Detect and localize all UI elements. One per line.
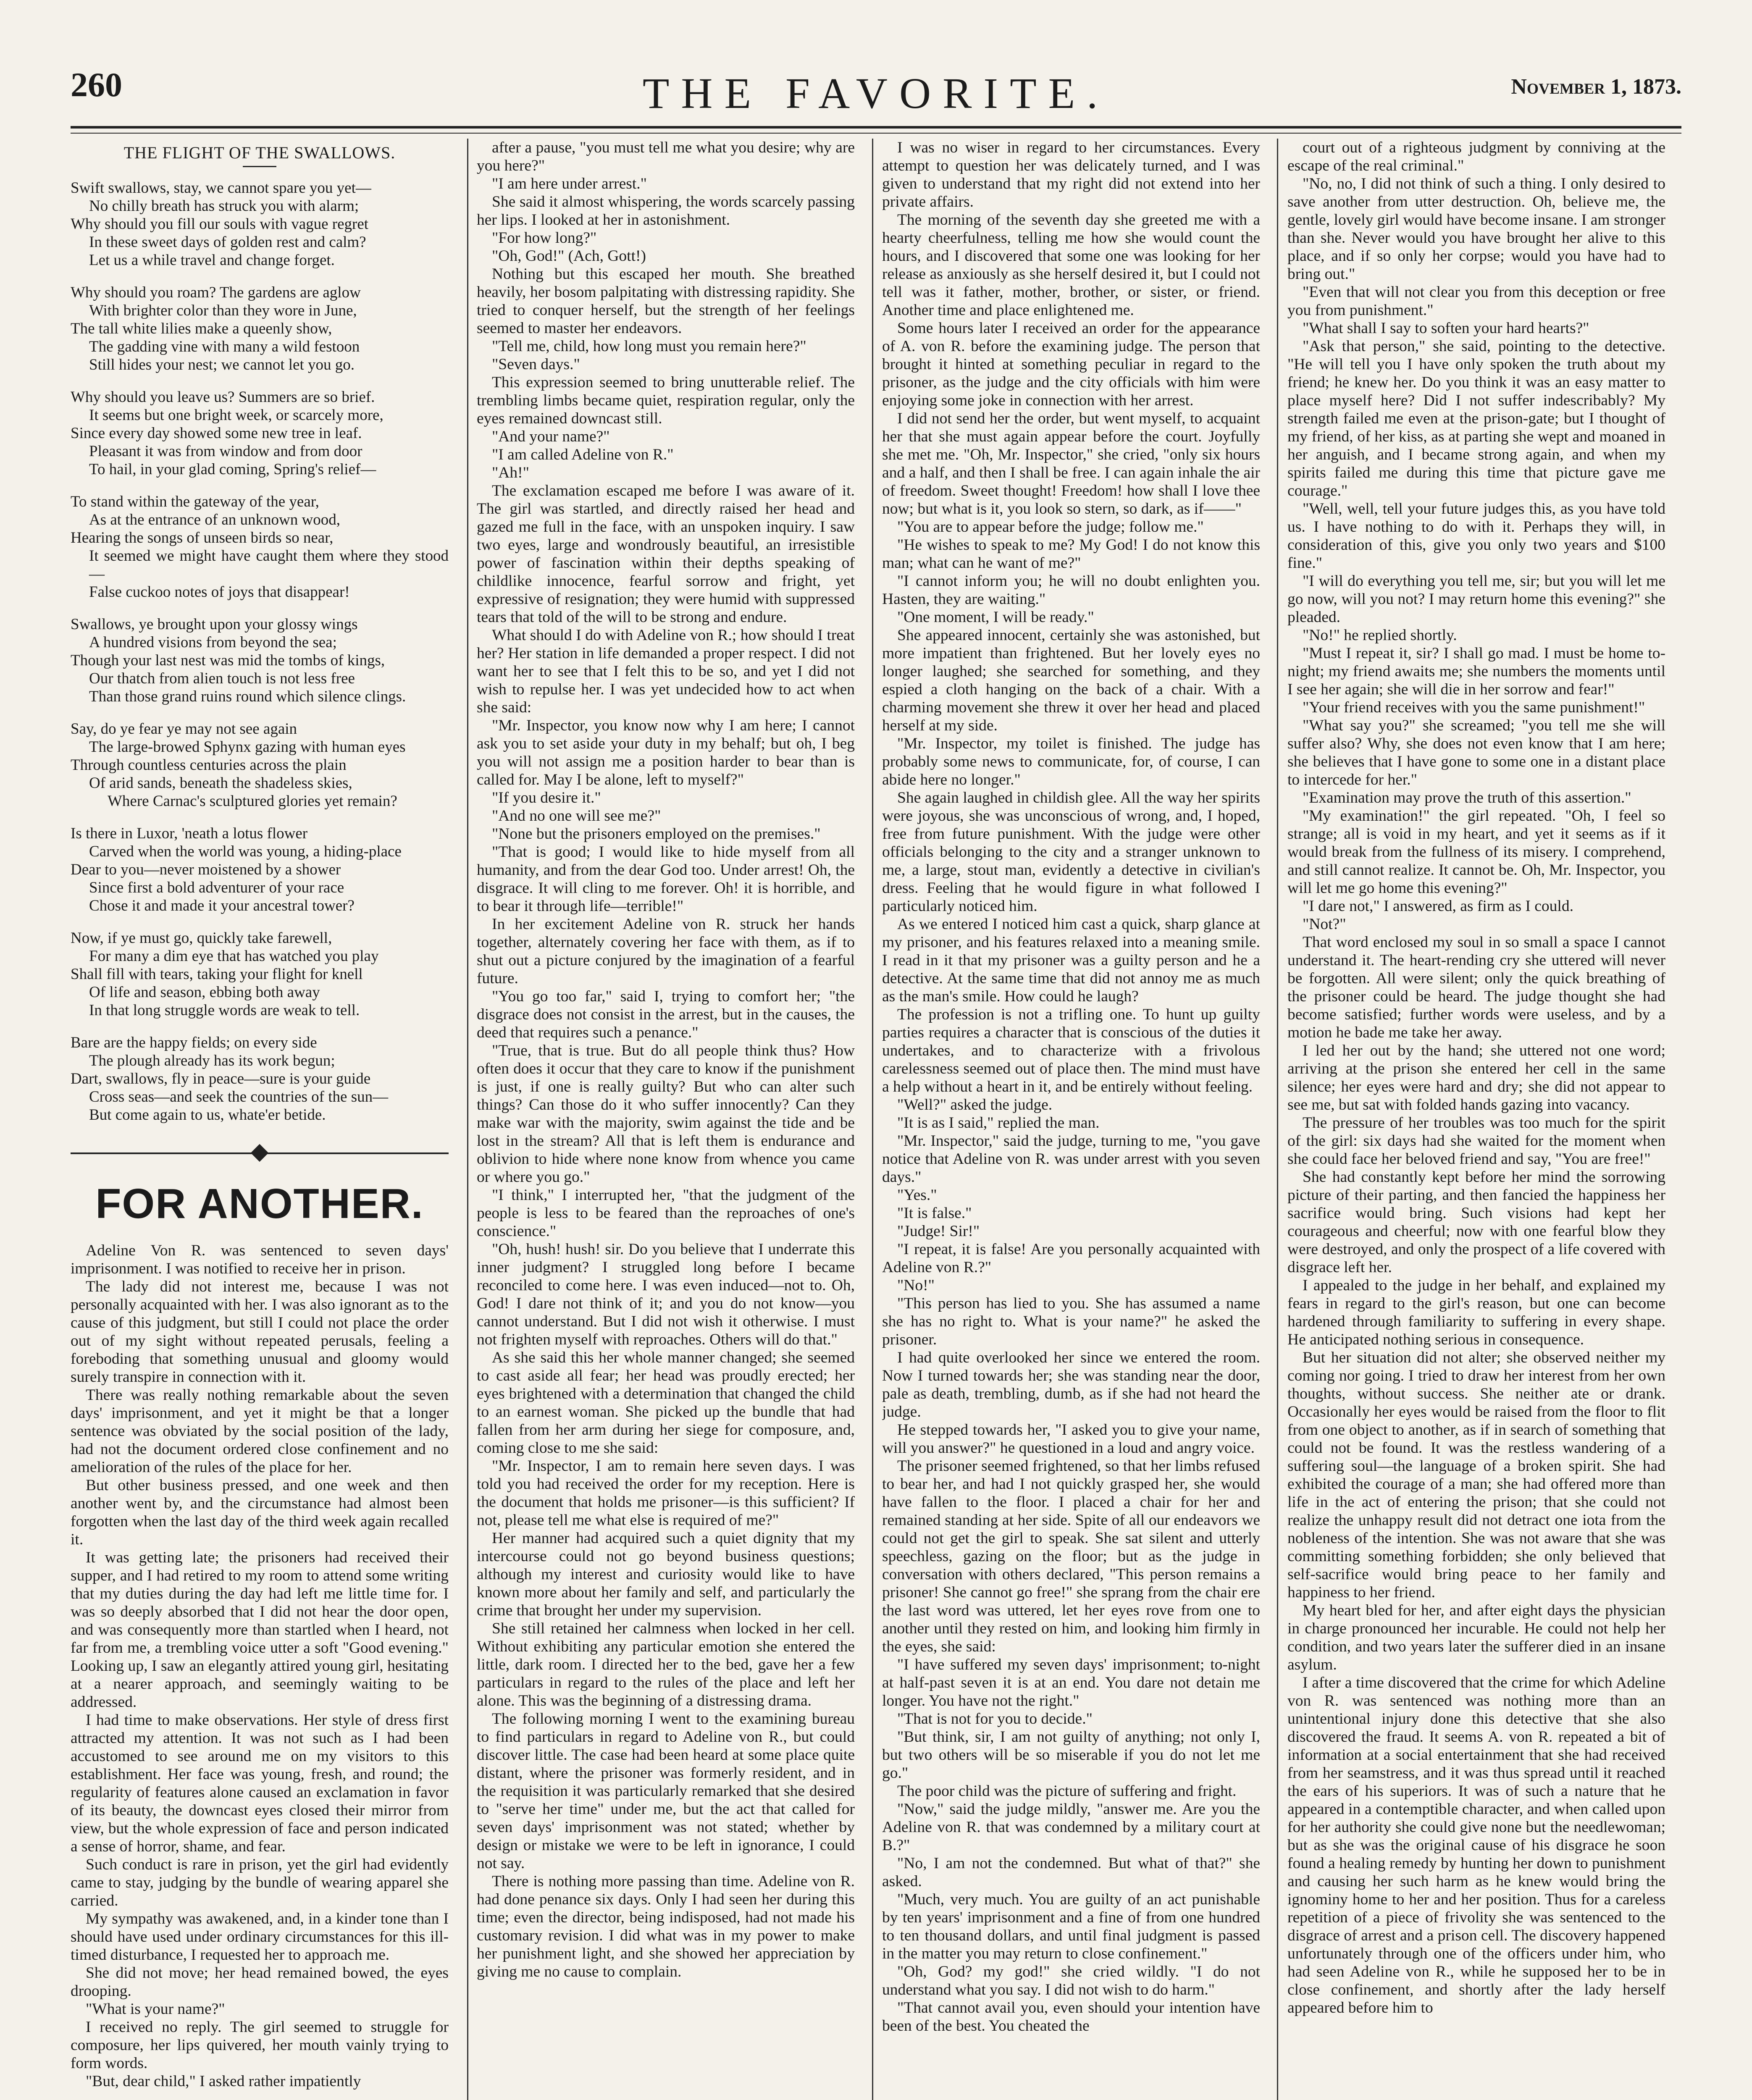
poem-line: Of arid sands, beneath the shadeless skies,: [89, 774, 352, 792]
story-paragraph: "One moment, I will be ready.": [897, 609, 1094, 626]
story-paragraph: "This person has lied to you. She has assumed a name she has no right to. What is your name?" he asked the prisoner.: [882, 1295, 1260, 1348]
story-paragraph: "What is your name?": [86, 2000, 225, 2018]
story-paragraph: But other business pressed, and one week and then another went by, and the circumstance had almost been forgotten when the last day of the third week again recalled it.: [71, 1477, 449, 1548]
poem-title: THE FLIGHT OF THE SWALLOWS.: [123, 143, 396, 162]
poem-body: [71, 179, 449, 1124]
story-paragraph: She said it almost whispering, the words scarcely passing her lips. I looked at her in astonishment.: [477, 193, 855, 228]
story-paragraph: She did not move; her head remained bowed, the eyes drooping.: [71, 1964, 449, 2000]
poem-line: Hearing the songs of unseen birds so near,: [71, 529, 334, 546]
story-text-col2: [477, 139, 855, 1981]
poem-line: In that long struggle words are weak to tell.: [89, 1002, 360, 1019]
story-paragraph: "If you desire it.": [492, 789, 601, 806]
poem-line: The tall white lilies make a queenly show,: [71, 320, 332, 337]
story-paragraph: She appeared innocent, certainly she was astonished, but more impatient than frightened. But her lovely eyes no longer laughed; she searched for something, and they espied a cloth hanging on the back of a chair. With a charming movement she threw it over her head and placed herself at my side.: [882, 627, 1260, 734]
story-paragraph: "And your name?": [492, 428, 610, 445]
story-paragraph: The following morning I went to the examining bureau to find particulars in regard to Adeline von R., but could discover little. The case had been heard at some place quite distant, where the prisoner was formerly resident, and in the requisition it was particularly remarked that she desired to "serve her time" under me, but the act that called for seven days' imprisonment was not stated; whether by design or mistake we were to be left in ignorance, I could not say.: [477, 1710, 855, 1872]
story-paragraph: "Even that will not clear you from this deception or free you from punishment.": [1287, 284, 1665, 319]
poem-stanza: [71, 720, 449, 810]
story-paragraph: Nothing but this escaped her mouth. She breathed heavily, her bosom palpitating with distressing rapidity. She tried to conquer herself, but the strength of her feelings seemed to master her endeavors.: [477, 265, 855, 337]
header-rule-thin: [71, 133, 1681, 134]
story-paragraph: "I think," I interrupted her, "that the judgment of the people is less to be feared than the reproaches of one's conscience.": [477, 1186, 855, 1240]
story-paragraph: Her manner had acquired such a quiet dignity that my intercourse could not go beyond business questions; although my interest and curiosity would like to have known more about her family and self, and particularly the crime that brought her under my supervision.: [477, 1530, 855, 1619]
column-4: [1287, 139, 1665, 2100]
story-paragraph: That word enclosed my soul in so small a space I cannot understand it. The heart-rending cry she uttered will never be forgotten. All were silent; only the quick breathing of the prisoner could be heard. The judge thought she had become satisfied; further words were useless, and by a motion he bade me take her away.: [1287, 934, 1665, 1041]
story-paragraph: "He wishes to speak to me? My God! I do not know this man; what can he want of me?": [882, 536, 1260, 572]
story-paragraph: "No, I am not the condemned. But what of that?" she asked.: [882, 1855, 1260, 1890]
title-dash: [243, 166, 276, 167]
story-paragraph: This expression seemed to bring unutterable relief. The trembling limbs became quiet, respiration regular, only the eyes remained downcast still.: [477, 374, 855, 427]
story-paragraph: "Ask that person," she said, pointing to the detective. "He will tell you I have only spoken the truth about my friend; he knew her. Do you think it was an easy matter to place myself here? Did I not suffer indescribably? My strength failed me even at the prison-gate; but I thought of my friend, of her kiss, as at parting she wept and moaned in her anguish, and I became strong again, and when my spirits failed me during this time that picture gave me courage.": [1287, 338, 1665, 499]
poem-line: No chilly breath has struck you with alarm;: [89, 197, 359, 215]
poem-line: Though your last nest was mid the tombs of kings,: [71, 652, 385, 669]
story-paragraph: The exclamation escaped me before I was aware of it. The girl was startled, and directly raised her head and gazed me full in the face, with an unspoken inquiry. I saw two eyes, large and wondrously beautiful, an irresistible power of fascination within their depths speaking of childlike innocence, fearful sorrow and fright, yet expressive of resignation; they were humid with suppressed tears that told of the will to be strong and endure.: [477, 482, 855, 626]
story-paragraph: "My examination!" the girl repeated. "Oh, I feel so strange; all is void in my heart, and yet it seems as if it would break from the fullness of its misery. I comprehend, and still cannot realize. It cannot be. Oh, Mr. Inspector, you will let me go home this evening?": [1287, 807, 1665, 897]
poem-line: Of life and season, ebbing both away: [89, 984, 320, 1001]
story-paragraph: after a pause, "you must tell me what you desire; why are you here?": [477, 139, 855, 174]
story-paragraph: "I will do everything you tell me, sir; but you will let me go now, will you not? I may return home this evening?" she pleaded.: [1287, 572, 1665, 626]
poem-line: Our thatch from alien touch is not less free: [89, 670, 355, 687]
poem-stanza: [71, 824, 449, 915]
poem-stanza: [71, 284, 449, 374]
poem-stanza: [71, 1034, 449, 1124]
story-text-col4: [1287, 139, 1665, 2017]
story-paragraph: "I am here under arrest.": [492, 175, 647, 192]
poem-line: It seems but one bright week, or scarcely more,: [89, 407, 383, 424]
story-paragraph: I received no reply. The girl seemed to struggle for composure, her lips quivered, her mouth vainly trying to form words.: [71, 2019, 449, 2072]
poem-line: Why should you roam? The gardens are aglow: [71, 284, 361, 301]
column-1: [71, 139, 449, 2100]
story-title: FOR ANOTHER.: [95, 1180, 424, 1227]
story-paragraph: "That is good; I would like to hide myself from all humanity, and from the dear God too. Under arrest! Oh, the disgrace. It will cling to me forever. Oh! it is horrible, and to bear it through life—terrible!": [477, 843, 855, 915]
story-paragraph: The morning of the seventh day she greeted me with a hearty cheerfulness, telling me how she would count the hours, and I discovered that some one was looking for her release as anxiously as she herself desired it, but I could not tell was it father, mother, brother, or sister, or friend. Another time and place enlightened me.: [882, 211, 1260, 319]
story-paragraph: "I have suffered my seven days' imprisonment; to-night at half-past seven it is at an end. You dare not detain me longer. You have not the right.": [882, 1656, 1260, 1709]
story-paragraph: She had constantly kept before her mind the sorrowing picture of their parting, and then fancied the happiness her sacrifice would bring. Such visions had kept her courageous and cheerful; now with one fearful blow they were destroyed, and only the prospect of a life covered with disgrace left her.: [1287, 1168, 1665, 1276]
story-paragraph: What should I do with Adeline von R.; how should I treat her? Her station in life demanded a proper respect. I did not want her to see that I felt this to be so, and yet I did not wish to repulse her. I was yet undecided how to act when she said:: [477, 627, 855, 716]
poem-line: Through countless centuries across the plain: [71, 756, 347, 774]
story-paragraph: My heart bled for her, and after eight days the physician in charge pronounced her incurable. He could not help her condition, and two years later the sufferer died in an insane asylum.: [1287, 1602, 1665, 1673]
story-paragraph: "But think, sir, I am not guilty of anything; not only I, but two others will be so miserable if you do not let me go.": [882, 1728, 1260, 1782]
story-paragraph: I appealed to the judge in her behalf, and explained my fears in regard to the girl's reason, but one can become hardened through familiarity to suffering in every shape. He anticipated nothing serious in consequence.: [1287, 1277, 1665, 1348]
story-paragraph: "Much, very much. You are guilty of an act punishable by ten years' imprisonment and a fine of from one hundred to ten thousand dollars, and until final judgment is passed in the matter you may return to close confinement.": [882, 1891, 1260, 1962]
poem-line: The gadding vine with many a wild festoon: [89, 338, 360, 355]
poem-line: Swallows, ye brought upon your glossy wings: [71, 616, 358, 633]
header-rule: [71, 126, 1681, 129]
story-paragraph: It was getting late; the prisoners had received their supper, and I had retired to my room to attend some writing that my duties during the day had left me little time for. I was so deeply absorbed that I did not hear the door open, and was consequently more than startled when I heard, not far from me, a trembling voice utter a soft "Good evening." Looking up, I saw an elegantly attired young girl, hesitating at a nearer approach, and seemingly waiting to be addressed.: [71, 1549, 449, 1711]
story-paragraph: I had quite overlooked her since we entered the room. Now I turned towards her; she was standing near the door, pale as death, trembling, dumb, as if she had not heard the judge.: [882, 1349, 1260, 1420]
story-paragraph: Some hours later I received an order for the appearance of A. von R. before the examining judge. The person that brought it hinted at something peculiar in regard to the prisoner, as the judge and the city officials with him were enjoying some joke in connection with her arrest.: [882, 320, 1260, 409]
story-paragraph: "Mr. Inspector, you know now why I am here; I cannot ask you to set aside your duty in my behalf; but oh, I beg you will not assign me a position harder to bear than is called for. May I be alone, left to myself?": [477, 717, 855, 788]
poem-line: It seemed we might have caught them where they stood—: [89, 547, 449, 583]
story-paragraph: As she said this her whole manner changed; she seemed to cast aside all fear; her head was proudly erected; her eyes brightened with a determination that changed the child to an earnest woman. She picked up the bundle that had fallen from her arm during her siege for composure, and, coming close to me she said:: [477, 1349, 855, 1457]
poem-line: Chose it and made it your ancestral tower?: [89, 897, 355, 914]
story-paragraph: "Well, well, tell your future judges this, as you have told us. I have nothing to do with it. Perhaps they will, in consideration of this, give you only two years and $100 fine.": [1287, 500, 1665, 572]
poem-line: Than those grand ruins round which silence clings.: [89, 688, 406, 705]
story-paragraph: "I am called Adeline von R.": [492, 446, 674, 463]
story-paragraph: "I repeat, it is false! Are you personally acquainted with Adeline von R.?": [882, 1241, 1260, 1276]
poem-line: To hail, in your glad coming, Spring's relief—: [89, 461, 376, 478]
story-paragraph: "Oh, hush! hush! sir. Do you believe that I underrate this inner judgment? I struggled long before I became reconciled to come here. I was even induced—not to. Oh, God! I dare not think of it; and you do not know—you cannot understand. But I did not wish it otherwise. I must not frighten myself with reproaches. Others will do that.": [477, 1241, 855, 1348]
section-ornament: [71, 1141, 449, 1166]
poem-line: Shall fill with tears, taking your flight for knell: [71, 966, 363, 983]
story-paragraph: I after a time discovered that the crime for which Adeline von R. was sentenced was nothing more than an unintentional injury done this detective that she also discovered the fraud. It seems A. von R. repeated a bit of information at a social entertainment that she had received from her seamstress, and it was thus spread until it reached the ears of his superiors. It was of such a nature that he appeared in a contemptible character, and when called upon for her authority she could give none but the needlewoman; but as she was the original cause of his disgrace he soon found a healing remedy by hunting her down to punishment and causing her such harm as he knew would bring the ignominy home to her and her position. Thus for a careless repetition of a piece of frivolity she was sentenced to the disgrace of arrest and a prison cell. The discovery happened unfortunately through one of the officers under him, who had seen Adeline von R., while he supposed her to be in close confinement, and shortly after the lady herself appeared before him to: [1287, 1674, 1665, 2016]
poem-line: A hundred visions from beyond the sea;: [89, 634, 337, 651]
story-paragraph: The profession is not a trifling one. To hunt up guilty parties requires a character that is conscious of the duties it undertakes, and to characterize with a frivolous carelessness seemed out of place then. The mind must have a help without a heart in it, and be entirely without feeling.: [882, 1006, 1260, 1095]
poem-stanza: [71, 388, 449, 478]
story-paragraph: "Yes.": [897, 1186, 937, 1204]
story-paragraph: "What say you?" she screamed; "you tell me she will suffer also? Why, she does not even know that I am here; she believes that I have gone to some one in a distant place to intercede for her.": [1287, 717, 1665, 788]
story-paragraph: Adeline Von R. was sentenced to seven days' imprisonment. I was notified to receive her in prison.: [71, 1242, 449, 1277]
poem-line: As at the entrance of an unknown wood,: [89, 511, 340, 528]
story-paragraph: He stepped towards her, "I asked you to give your name, will you answer?" he questioned in a loud and angry voice.: [882, 1421, 1260, 1457]
story-paragraph: As we entered I noticed him cast a quick, sharp glance at my prisoner, and his features relaxed into a meaning smile. I read in it that my prisoner was a guilty person and he a detective. At the same time that did not annoy me as much as the man's smile. How could he laugh?: [882, 916, 1260, 1005]
poem-line: Now, if ye must go, quickly take farewell,: [71, 929, 332, 947]
poem-stanza: [71, 929, 449, 1019]
story-paragraph: "Examination may prove the truth of this assertion.": [1303, 789, 1631, 806]
story-paragraph: I had time to make observations. Her style of dress first attracted my attention. It was not such as I had been accustomed to see around me on my visitors to this establishment. Her face was young, fresh, and round; the regularity of features alone caused an exclamation in favor of its beauty, the downcast eyes closed their mirror from view, but the whole expression of face and person indicated a sense of horror, shame, and fear.: [71, 1712, 449, 1855]
story-paragraph: The lady did not interest me, because I was not personally acquainted with her. I was also ignorant as to the cause of this judgment, but still I could not place the order out of my sight without repeated perusals, feeling a foreboding that something unusual and gloomy would surely transpire in connection with it.: [71, 1278, 449, 1386]
poem-line: Since first a bold adventurer of your race: [89, 879, 344, 896]
poem-line: Dear to you—never moistened by a shower: [71, 861, 341, 878]
story-paragraph: "Ah!": [492, 464, 529, 481]
poem-line: Carved when the world was young, a hiding-place: [89, 843, 402, 860]
poem-line: Why should you fill our souls with vague regret: [71, 215, 369, 233]
story-text-col1: [71, 1242, 449, 2090]
poem-line: Let us a while travel and change forget.: [89, 252, 335, 269]
story-paragraph: "Mr. Inspector, I am to remain here seven days. I was told you had received the order for my reception. Here is the document that holds me prisoner—is this sufficient? If not, please tell me what else is required of me?": [477, 1457, 855, 1529]
story-paragraph: "You are to appear before the judge; follow me.": [897, 518, 1204, 536]
story-text-col3: [882, 139, 1260, 2035]
poem-line: Pleasant it was from window and from door: [89, 443, 362, 460]
poem-line: Dart, swallows, fly in peace—sure is your guide: [71, 1070, 371, 1087]
story-paragraph: "Not?": [1303, 916, 1346, 933]
story-paragraph: "Oh, God? my god!" she cried wildly. "I do not understand what you say. I did not wish to do harm.": [882, 1963, 1260, 1998]
story-paragraph: There is nothing more passing than time. Adeline von R. had done penance six days. Only I had seen her during this time; even the director, being indisposed, had not made his customary revision. I did what was in my power to make her punishment light, and she showed her appreciation by giving me no cause to complain.: [477, 1873, 855, 1980]
poem-line: For many a dim eye that has watched you play: [89, 948, 379, 965]
story-paragraph: "Mr. Inspector, my toilet is finished. The judge has probably some news to communicate, for, of course, I can abide here no longer.": [882, 735, 1260, 788]
story-paragraph: "Oh, God!" (Ach, Gott!): [492, 247, 646, 265]
story-paragraph: "You go too far," said I, trying to comfort her; "the disgrace does not consist in the arrest, but in the causes, the deed that requires such a penance.": [477, 988, 855, 1041]
story-paragraph: She still retained her calmness when locked in her cell. Without exhibiting any particular emotion she entered the little, dark room. I directed her to the bed, gave her a few particulars in regard to the rules of the place and left her alone. This was the beginning of a distressing drama.: [477, 1620, 855, 1709]
column-2: [477, 139, 855, 2100]
story-paragraph: "Seven days.": [492, 356, 580, 373]
poem-line: The plough already has its work begun;: [89, 1052, 335, 1069]
story-paragraph: I led her out by the hand; she uttered not one word; arriving at the prison she entered her cell in the same silence; her eyes were hard and dry; she did not appear to see me, but sat with folded hands gazing into vacancy.: [1287, 1042, 1665, 1113]
issue-date: November 1, 1873.: [1511, 75, 1681, 99]
story-paragraph: Such conduct is rare in prison, yet the girl had evidently came to stay, judging by the bundle of wearing apparel she carried.: [71, 1856, 449, 1909]
poem-line: Bare are the happy fields; on every side: [71, 1034, 317, 1051]
poem-line: The large-browed Sphynx gazing with human eyes: [89, 738, 406, 756]
poem-stanza: [71, 615, 449, 706]
column-divider: [872, 139, 873, 2100]
story-paragraph: But her situation did not alter; she observed neither my coming nor going. I tried to draw her interest from her own thoughts, without success. She neither ate or drank. Occasionally her eyes would be raised from the floor to flit from one object to another, as if in search of something that could not be found. It was the restless wandering of a suffering soul—the language of a broken spirit. She had exhibited the courage of a man; she had offered more than life in the act of entering the prison; that she could not realize the unhappy result did not detract one iota from the nobleness of the intention. She was not aware that she was committing something forbidden; she only believed that self-sacrifice would bring peace to her family and happiness to her friend.: [1287, 1349, 1665, 1601]
page-header: [71, 65, 1681, 128]
poem-line: But come again to us, whate'er betide.: [89, 1106, 326, 1124]
story-paragraph: The pressure of her troubles was too much for the spirit of the girl: six days had she waited for the moment when she could face her beloved friend and say, "You are free!": [1287, 1114, 1665, 1168]
story-paragraph: "No!" he replied shortly.: [1303, 627, 1457, 644]
masthead-title: THE FAVORITE.: [642, 69, 1110, 118]
story-paragraph: court out of a righteous judgment by conniving at the escape of the real criminal.": [1287, 139, 1665, 174]
story-paragraph: "Now," said the judge mildly, "answer me. Are you the Adeline von R. that was condemned by a military court at B.?": [882, 1801, 1260, 1854]
story-paragraph: There was really nothing remarkable about the seven days' imprisonment, and yet it might be that a longer sentence was obviated by the social position of the lady, had not the document ordered close confinement and no amelioration of the rules of the place for her.: [71, 1386, 449, 1476]
poem-line: With brighter color than they wore in June,: [89, 302, 357, 319]
poem-line: Cross seas—and seek the countries of the sun—: [89, 1088, 389, 1105]
story-paragraph: "None but the prisoners employed on the premises.": [492, 825, 821, 843]
story-paragraph: "What shall I say to soften your hard hearts?": [1303, 320, 1589, 337]
column-divider: [1277, 139, 1278, 2100]
story-paragraph: "True, that is true. But do all people think thus? How often does it occur that they care to know if the punishment is just, if one is really guilty? But who can alter such things? Can those do it who suffer innocently? Can they make war with the majority, swim against the tide and be lost in the stream? All that is left them is endurance and oblivion to hide where none know from whence you came or where you go.": [477, 1042, 855, 1186]
page-number: 260: [71, 66, 122, 104]
story-paragraph: "I cannot inform you; he will no doubt enlighten you. Hasten, they are waiting.": [882, 572, 1260, 608]
story-paragraph: "That is not for you to decide.": [897, 1710, 1093, 1727]
poem-line: To stand within the gateway of the year,: [71, 493, 319, 510]
story-paragraph: "For how long?": [492, 229, 597, 247]
story-paragraph: My sympathy was awakened, and, in a kinder tone than I should have used under ordinary circumstances for this ill-timed disturbance, I requested her to approach me.: [71, 1910, 449, 1964]
story-paragraph: "It is as I said," replied the man.: [897, 1114, 1100, 1131]
story-paragraph: "But, dear child," I asked rather impatiently: [86, 2073, 361, 2090]
story-paragraph: "Must I repeat it, sir? I shall go mad. I must be home to-night; my friend awaits me; she numbers the moments until I see her again; she will die in her sorrow and fear!": [1287, 645, 1665, 698]
story-paragraph: I did not send her the order, but went myself, to acquaint her that she must again appear before the court. Joyfully she met me. "Oh, Mr. Inspector," she cried, "only six hours and a half, and then I shall be free. I can again inhale the air of freedom. Sweet thought! Freedom! how shall I love thee now; but what is it, you look so stern, so dark, as if——": [882, 410, 1260, 517]
story-paragraph: "It is false.": [897, 1205, 972, 1222]
story-paragraph: "Your friend receives with you the same punishment!": [1303, 699, 1645, 716]
poem-line: In these sweet days of golden rest and calm?: [89, 234, 366, 251]
poem-line: Is there in Luxor, 'neath a lotus flower: [71, 825, 308, 842]
story-paragraph: "And no one will see me?": [492, 807, 661, 824]
column-3: [882, 139, 1260, 2100]
poem-line: Since every day showed some new tree in leaf.: [71, 425, 362, 442]
poem-line: Why should you leave us? Summers are so brief.: [71, 388, 375, 406]
story-paragraph: "Tell me, child, how long must you remain here?": [492, 338, 806, 355]
column-divider: [467, 139, 468, 2100]
poem-stanza: [71, 179, 449, 269]
story-paragraph: "Well?" asked the judge.: [897, 1096, 1053, 1113]
story-paragraph: "No!": [897, 1277, 935, 1294]
poem-stanza: [71, 493, 449, 601]
poem-line: False cuckoo notes of joys that disappear!: [89, 583, 350, 601]
story-paragraph: The poor child was the picture of suffering and fright.: [897, 1782, 1237, 1800]
story-paragraph: She again laughed in childish glee. All the way her spirits were joyous, she was unconscious of wrong, and, I hoped, free from future punishment. With the judge were other officials belonging to the city and a stranger unknown to me, a large, stout man, evidently a detective in civilian's dress. Feeling that he would figure in what followed I particularly noticed him.: [882, 789, 1260, 915]
poem-line: Where Carnac's sculptured glories yet remain?: [108, 793, 397, 810]
story-paragraph: "I dare not," I answered, as firm as I could.: [1303, 898, 1573, 915]
story-paragraph: In her excitement Adeline von R. struck her hands together, alternately covering her face with them, as if to shut out a picture conjured by the imagination of a fearful future.: [477, 916, 855, 987]
story-paragraph: "Mr. Inspector," said the judge, turning to me, "you gave notice that Adeline von R. was under arrest with you seven days.": [882, 1132, 1260, 1186]
poem-line: Still hides your nest; we cannot let you go.: [89, 356, 355, 373]
story-paragraph: "No, no, I did not think of such a thing. I only desired to save another from utter destruction. Oh, believe me, the gentle, lovely girl would have become insane. I am stronger than she. Never would you have brought her alive to this place, and if so only her corpse; would you have had to bring out.": [1287, 175, 1665, 283]
poem-line: Swift swallows, stay, we cannot spare you yet—: [71, 179, 371, 197]
story-paragraph: "That cannot avail you, even should your intention have been of the best. You cheated the: [882, 1999, 1260, 2034]
story-paragraph: I was no wiser in regard to her circumstances. Every attempt to question her was delicately turned, and I was given to understand that my right did not extend into her private affairs.: [882, 139, 1260, 210]
poem-line: Say, do ye fear ye may not see again: [71, 720, 297, 738]
story-paragraph: "Judge! Sir!": [897, 1223, 980, 1240]
story-paragraph: The prisoner seemed frightened, so that her limbs refused to bear her, and had I not quickly grasped her, she would have fallen to the floor. I placed a chair for her and remained standing at her side. Spite of all our endeavors we could not get the girl to speak. She sat silent and utterly speechless, gazing on the floor; but as the judge in conversation with others declared, "This person remains a prisoner! She cannot go free!" she sprang from the chair ere the last word was uttered, let her eyes rove from one to another until they rested on him, and looking him firmly in the eyes, she said:: [882, 1457, 1260, 1655]
